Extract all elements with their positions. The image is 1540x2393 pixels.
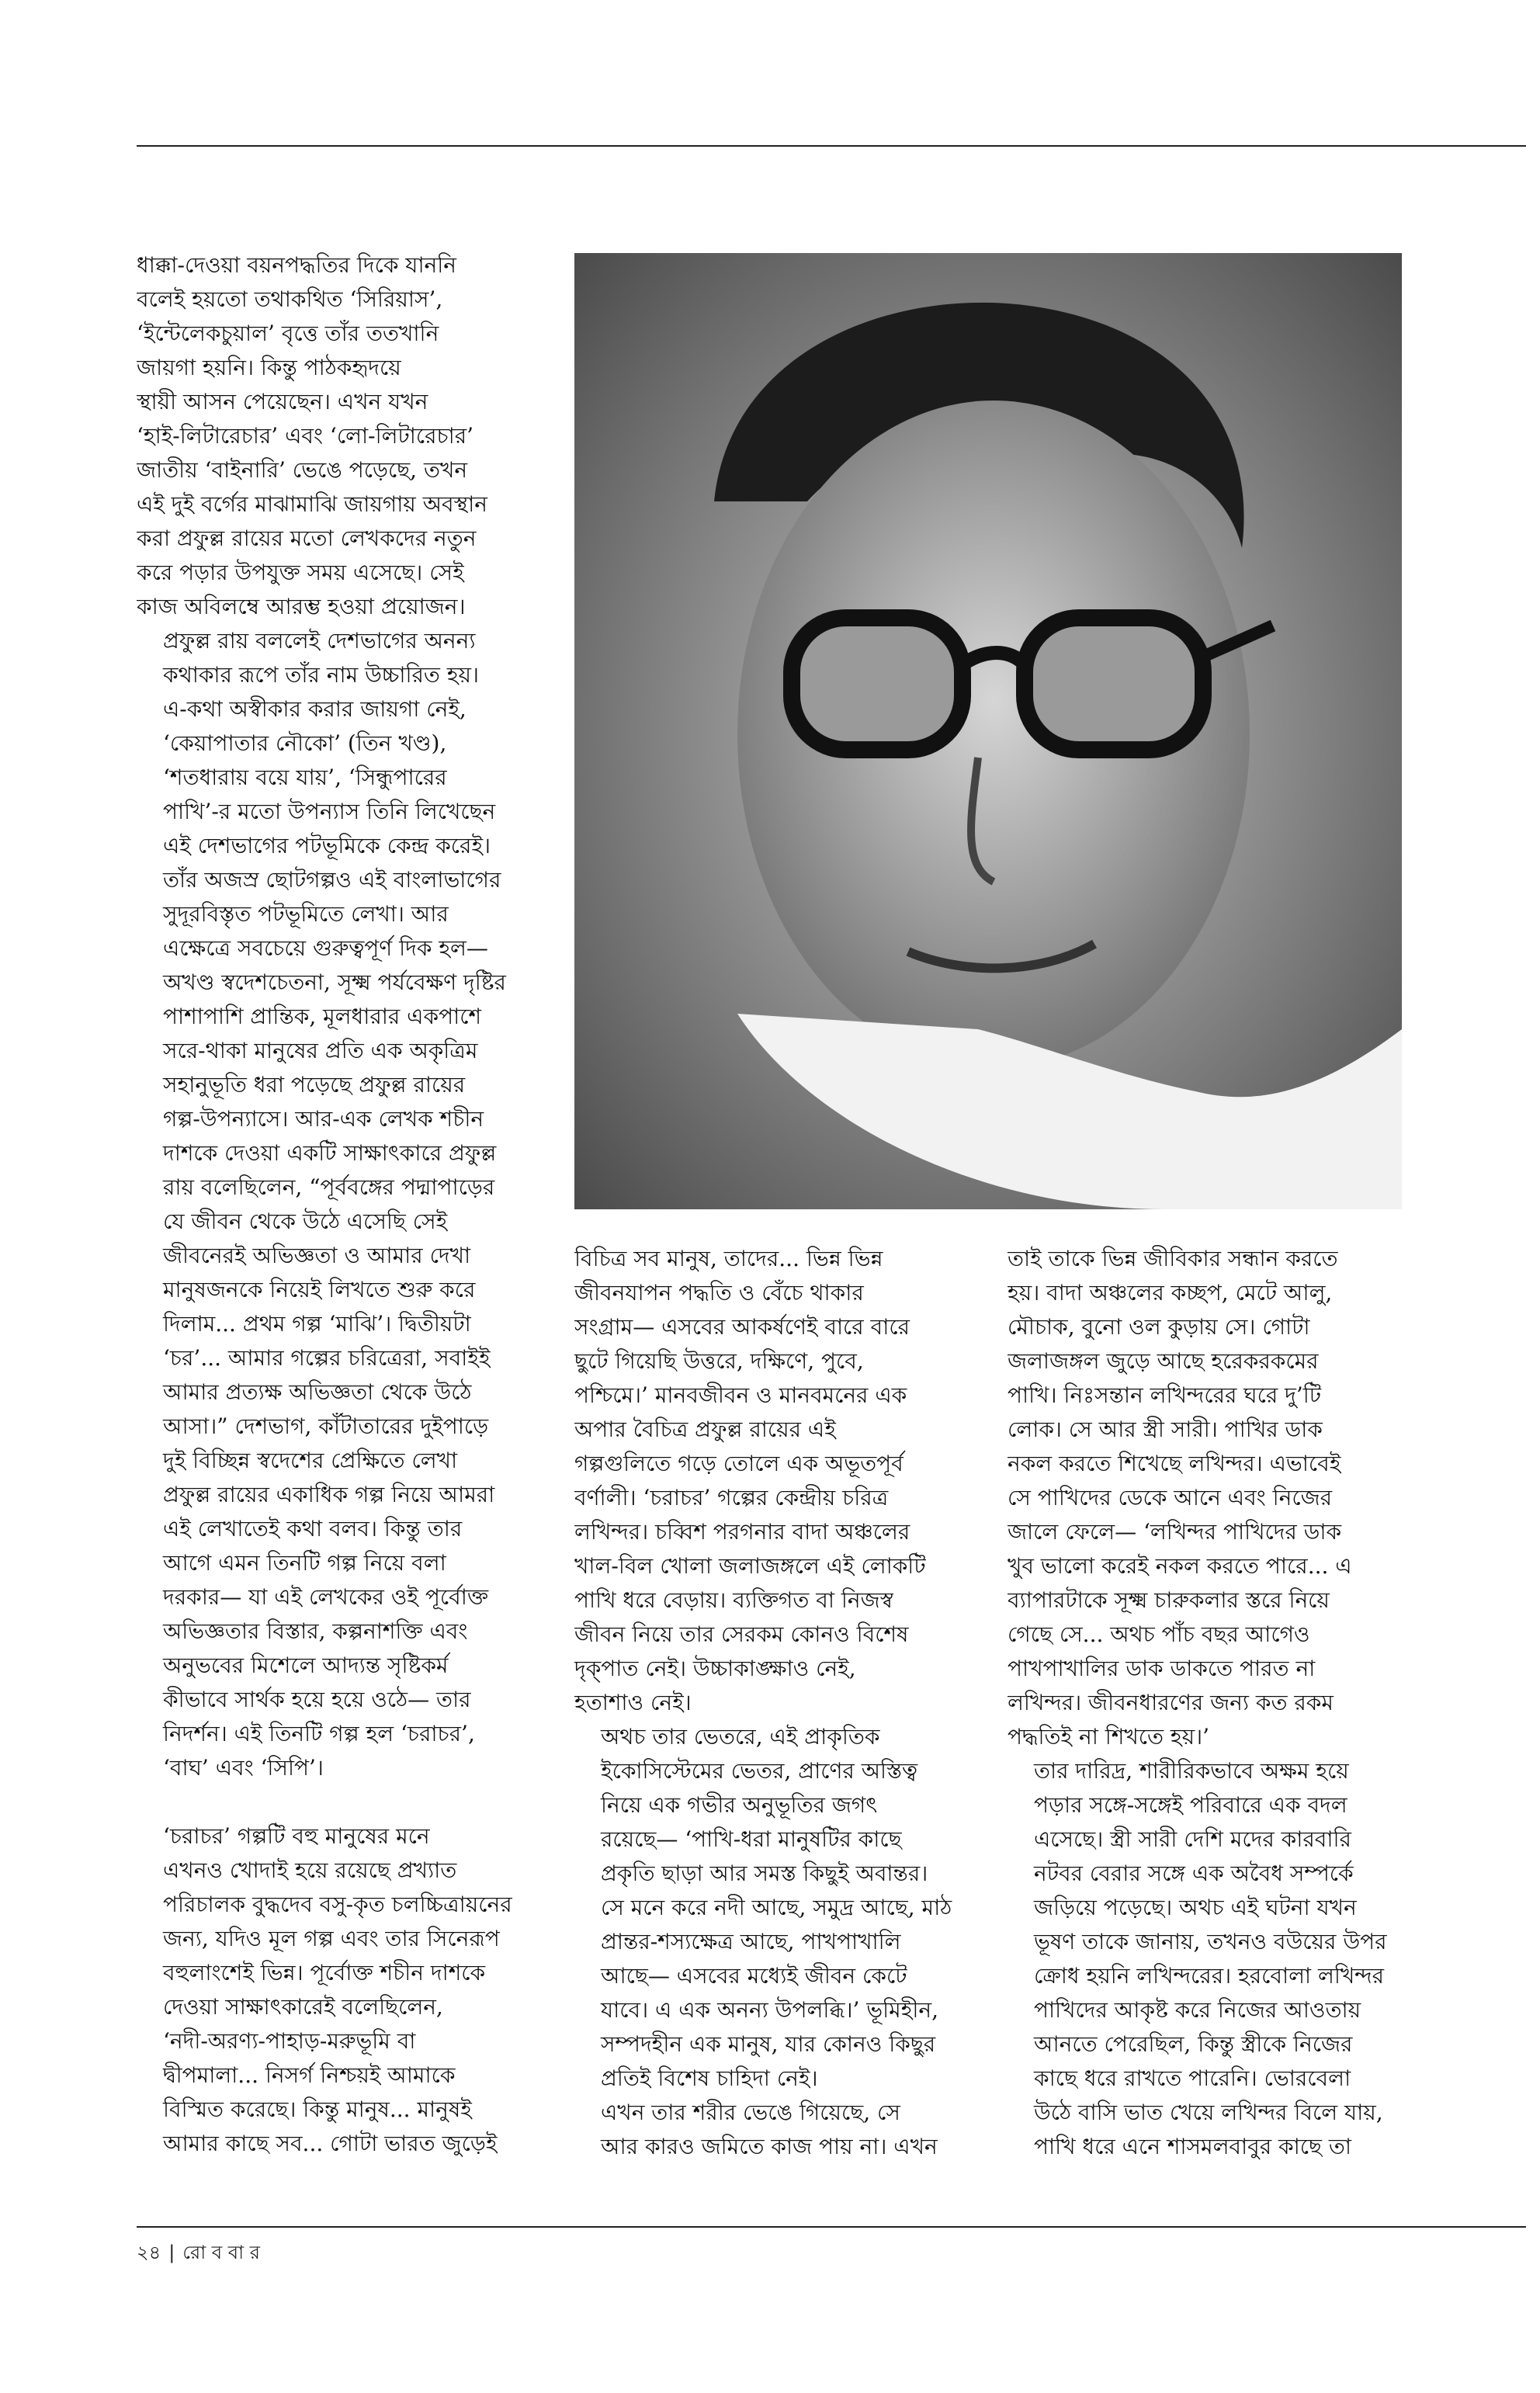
text-line: বিস্মিত করেছে। কিন্তু মানুষ... মানুষই [163, 2096, 472, 2122]
text-line: যাবে। এ এক অনন্য উপলব্ধি।’ ভূমিহীন, [601, 1997, 939, 2023]
text-line: তাই তাকে ভিন্ন জীবিকার সন্ধান করতে [1008, 1246, 1338, 1271]
text-line: লোক। সে আর স্ত্রী সারী। পাখির ডাক [1008, 1417, 1323, 1442]
author-portrait-photo [574, 253, 1402, 1209]
text-line: জালে ফেলে— ‘লখিন্দর পাখিদের ডাক [1008, 1519, 1342, 1545]
text-line: খুব ভালো করেই নকল করতে পারে... এ [1008, 1553, 1352, 1579]
text-line: আগে এমন তিনটি গল্প নিয়ে বলা [163, 1550, 446, 1576]
text-line: করা প্রফুল্ল রায়ের মতো লেখকদের নতুন [137, 525, 477, 551]
text-line: তার দারিদ্র, শারীরিকভাবে অক্ষম হয়ে [1034, 1758, 1349, 1784]
column-3-block-1 [1008, 1242, 1450, 1754]
text-line: ধাক্কা-দেওয়া বয়নপদ্ধতির দিকে যাননি [137, 252, 456, 278]
article-column-2 [574, 1242, 1009, 2164]
text-line: কীভাবে সার্থক হয়ে হয়ে ওঠে— তার [163, 1687, 471, 1712]
text-line: আসা।” দেশভাগ, কাঁটাতারের দুইপাড়ে [163, 1413, 489, 1439]
text-line: অথচ তার ভেতরে, এই প্রাকৃতিক [601, 1724, 880, 1750]
text-line: সে মনে করে নদী আছে, সমুদ্র আছে, মাঠ [601, 1895, 952, 1920]
text-line: দিলাম... প্রথম গল্প ‘মাঝি’। দ্বিতীয়টা [163, 1311, 471, 1337]
text-line: ‘ইন্টেলেকচুয়াল’ বৃত্তে তাঁর ততখানি [137, 321, 439, 346]
text-line: পাখি ধরে এনে শাসমলবাবুর কাছে তা [1034, 2134, 1351, 2159]
text-line: বিচিত্র সব মানুষ, তাদের... ভিন্ন ভিন্ন [574, 1246, 883, 1271]
magazine-name: রো ব বা র [182, 2242, 260, 2263]
text-line: পাখি ধরে বেড়ায়। ব্যক্তিগত বা নিজস্ব [574, 1587, 893, 1613]
text-line: এসেছে। স্ত্রী সারী দেশি মদের কারবারি [1034, 1826, 1351, 1852]
text-line: গল্পগুলিতে গড়ে তোলে এক অভূতপূর্ব [574, 1451, 904, 1476]
column-2-block-3 [574, 2096, 1009, 2164]
text-line: এক্ষেত্রে সবচেয়ে গুরুত্বপূর্ণ দিক হল— [163, 935, 488, 961]
text-line: গল্প-উপন্যাসে। আর-এক লেখক শচীন [163, 1106, 484, 1132]
text-line: নিয়ে এক গভীর অনুভূতির জগৎ [601, 1792, 878, 1818]
text-line: মৌচাক, বুনো ওল কুড়ায় সে। গোটা [1008, 1314, 1310, 1340]
text-line: বর্ণালী। ‘চরাচর’ গল্পের কেন্দ্রীয় চরিত্র [574, 1485, 889, 1510]
text-line: আর কারও জমিতে কাজ পায় না। এখন [601, 2134, 938, 2159]
text-line: প্রান্তর-শস্যক্ষেত্র আছে, পাখপাখালি [601, 1929, 901, 1954]
text-line: অপার বৈচিত্র প্রফুল্ল রায়ের এই [574, 1417, 836, 1442]
article-column-3 [1008, 1242, 1450, 2164]
text-line: স্থায়ী আসন পেয়েছেন। এখন যখন [137, 389, 428, 414]
column-2-block-1 [574, 1242, 1009, 1720]
text-line: দেওয়া সাক্ষাৎকারেই বলেছিলেন, [163, 1994, 443, 2020]
text-line: হতাশাও নেই। [574, 1690, 692, 1715]
text-line: পড়ার সঙ্গে-সঙ্গেই পরিবারে এক বদল [1034, 1792, 1348, 1818]
text-line: রায় বলেছিলেন, “পূর্ববঙ্গের পদ্মাপাড়ের [163, 1174, 495, 1200]
text-line: পাখি’-র মতো উপন্যাস তিনি লিখেছেন [163, 799, 496, 824]
text-line: এ-কথা অস্বীকার করার জায়গা নেই, [163, 696, 467, 722]
column-1-block-2 [137, 624, 602, 1785]
text-line: আমার প্রত্যক্ষ অভিজ্ঞতা থেকে উঠে [163, 1379, 472, 1405]
text-line: প্রফুল্ল রায়ের একাধিক গল্প নিয়ে আমরা [163, 1482, 495, 1507]
text-line: দাশকে দেওয়া একটি সাক্ষাৎকারে প্রফুল্ল [163, 1140, 497, 1166]
column-3-block-2 [1008, 1754, 1450, 2164]
text-line: এখনও খোদাই হয়ে রয়েছে প্রখ্যাত [163, 1857, 457, 1883]
article-column-1 [137, 248, 602, 2161]
text-line: ‘চর’... আমার গল্পের চরিত্রেরা, সবাইই [163, 1345, 491, 1371]
text-line: দুই বিচ্ছিন্ন স্বদেশের প্রেক্ষিতে লেখা [163, 1448, 458, 1473]
text-line: পদ্ধতিই না শিখতে হয়।’ [1008, 1724, 1210, 1750]
text-line: দরকার— যা এই লেখকের ওই পূর্বোক্ত [163, 1584, 489, 1610]
text-line: আনতে পেরেছিল, কিন্তু স্ত্রীকে নিজের [1034, 2031, 1353, 2057]
text-line: আছে— এসবের মধ্যেই জীবন কেটে [601, 1963, 907, 1989]
column-1-block-3 [137, 1819, 602, 2161]
text-line: সরে-থাকা মানুষের প্রতি এক অকৃত্রিম [163, 1038, 478, 1063]
top-rule [137, 145, 1526, 147]
text-line: প্রকৃতি ছাড়া আর সমস্ত কিছুই অবান্তর। [601, 1861, 928, 1886]
text-line: পাখিদের আকৃষ্ট করে নিজের আওতায় [1034, 1997, 1361, 2023]
text-line: জায়গা হয়নি। কিন্তু পাঠকহৃদয়ে [137, 355, 401, 380]
text-line: মানুষজনকে নিয়েই লিখতে শুরু করে [163, 1277, 476, 1302]
text-line: সম্পদহীন এক মানুষ, যার কোনও কিছুর [601, 2031, 936, 2057]
text-line: করে পড়ার উপযুক্ত সময় এসেছে। সেই [137, 560, 464, 585]
text-line: জলাজঙ্গল জুড়ে আছে হরেকরকমের [1008, 1348, 1319, 1374]
text-line: সহানুভূতি ধরা পড়েছে প্রফুল্ল রায়ের [163, 1072, 466, 1098]
text-line: ‘শতধারায় বয়ে যায়’, ‘সিন্ধুপারের [163, 765, 447, 790]
text-line: নকল করতে শিখেছে লখিন্দর। এভাবেই [1008, 1451, 1341, 1476]
text-line: সে পাখিদের ডেকে আনে এবং নিজের [1008, 1485, 1333, 1510]
text-line: অভিজ্ঞতার বিস্তার, কল্পনাশক্তি এবং [163, 1618, 468, 1644]
column-2-block-2 [574, 1720, 1009, 2096]
paragraph-gap [137, 1785, 602, 1819]
text-line: ‘নদী-অরণ্য-পাহাড়-মরুভূমি বা [163, 2028, 416, 2054]
text-line: আমার কাছে সব... গোটা ভারত জুড়েই [163, 2131, 498, 2156]
text-line: উঠে বাসি ভাত খেয়ে লখিন্দর বিলে যায়, [1034, 2100, 1383, 2125]
text-line: ‘হাই-লিটারেচার’ এবং ‘লো-লিটারেচার’ [137, 423, 474, 449]
footer-separator: | [168, 2242, 175, 2263]
text-line: কাজ অবিলম্বে আরম্ভ হওয়া প্রয়োজন। [137, 594, 466, 619]
text-line: জীবনেরই অভিজ্ঞতা ও আমার দেখা [163, 1243, 471, 1268]
text-line: হয়। বাদা অঞ্চলের কচ্ছপ, মেটে আলু, [1008, 1280, 1333, 1306]
text-line: নিদর্শন। এই তিনটি গল্প হল ‘চরাচর’, [163, 1721, 475, 1746]
text-line: ‘কেয়াপাতার নৌকো’ (তিন খণ্ড), [163, 730, 447, 756]
text-line: ‘চরাচর’ গল্পটি বহু মানুষের মনে [163, 1823, 430, 1849]
text-line: ক্রোধ হয়নি লখিন্দরের। হরবোলা লখিন্দর [1034, 1963, 1385, 1989]
text-line: জীবন নিয়ে তার সেরকম কোনও বিশেষ [574, 1621, 909, 1647]
text-line: অখণ্ড স্বদেশচেতনা, সূক্ষ্ম পর্যবেক্ষণ দৃষ্টির [163, 969, 506, 995]
text-line: ছুটে গিয়েছি উত্তরে, দক্ষিণে, পুবে, [574, 1348, 864, 1374]
text-line: কাছে ধরে রাখতে পারেনি। ভোরবেলা [1034, 2065, 1351, 2091]
page-number: ২৪ [137, 2242, 161, 2263]
text-line: রয়েছে— ‘পাখি-ধরা মানুষটির কাছে [601, 1826, 902, 1852]
text-line: খাল-বিল খোলা জলাজঙ্গলে এই লোকটি [574, 1553, 926, 1579]
text-line: লখিন্দর। চব্বিশ পরগনার বাদা অঞ্চলের [574, 1519, 910, 1545]
page-footer [137, 2239, 260, 2270]
bottom-rule [137, 2226, 1526, 2228]
text-line: পাখি। নিঃসন্তান লখিন্দরের ঘরে দু’টি [1008, 1382, 1322, 1408]
column-1-block-1 [137, 248, 602, 624]
text-line: পাখপাখালির ডাক ডাকতে পারত না [1008, 1656, 1316, 1681]
text-line: গেছে সে... অথচ পাঁচ বছর আগেও [1008, 1621, 1310, 1647]
text-line: সংগ্রাম— এসবের আকর্ষণেই বারে বারে [574, 1314, 910, 1340]
text-line: পরিচালক বুদ্ধদেব বসু-কৃত চলচ্চিত্রায়নের [163, 1892, 512, 1917]
text-line: এই দেশভাগের পটভূমিকে কেন্দ্র করেই। [163, 833, 491, 858]
text-line: ইকোসিস্টেমের ভেতর, প্রাণের অস্তিত্ব [601, 1758, 918, 1784]
text-line: জন্য, যদিও মূল গল্প এবং তার সিনেরূপ [163, 1926, 500, 1951]
text-line: সুদূরবিস্তৃত পটভূমিতে লেখা। আর [163, 901, 449, 927]
text-line: তাঁর অজস্র ছোটগল্পও এই বাংলাভাগের [163, 867, 501, 893]
text-line: এই দুই বর্গের মাঝামাঝি জায়গায় অবস্থান [137, 491, 487, 517]
text-line: প্রতিই বিশেষ চাহিদা নেই। [601, 2065, 818, 2091]
text-line: দ্বীপমালা... নিসর্গ নিশ্চয়ই আমাকে [163, 2062, 456, 2088]
text-line: জীবনযাপন পদ্ধতি ও বেঁচে থাকার [574, 1280, 864, 1306]
text-line: পশ্চিমে।’ মানবজীবন ও মানবমনের এক [574, 1382, 907, 1408]
text-line: যে জীবন থেকে উঠে এসেছি সেই [163, 1209, 448, 1234]
text-line: বহুলাংশেই ভিন্ন। পূর্বোক্ত শচীন দাশকে [163, 1960, 486, 1985]
text-line: জড়িয়ে পড়েছে। অথচ এই ঘটনা যখন [1034, 1895, 1357, 1920]
text-line: এখন তার শরীর ভেঙে গিয়েছে, সে [601, 2100, 900, 2125]
text-line: প্রফুল্ল রায় বললেই দেশভাগের অনন্য [163, 628, 476, 654]
text-line: বলেই হয়তো তথাকথিত ‘সিরিয়াস’, [137, 286, 443, 312]
text-line: ভূষণ তাকে জানায়, তখনও বউয়ের উপর [1034, 1929, 1387, 1954]
text-line: লখিন্দর। জীবনধারণের জন্য কত রকম [1008, 1690, 1334, 1715]
text-line: ব্যাপারটাকে সূক্ষ্ম চারুকলার স্তরে নিয়ে [1008, 1587, 1330, 1613]
text-line: এই লেখাতেই কথা বলব। কিন্তু তার [163, 1516, 463, 1542]
text-line: অনুভবের মিশেলে আদ্যন্ত সৃষ্টিকর্ম [163, 1653, 449, 1678]
portrait-illustration [574, 253, 1402, 1209]
text-line: পাশাপাশি প্রান্তিক, মূলধারার একপাশে [163, 1004, 482, 1029]
text-line: দৃক্‌পাত নেই। উচ্চাকাঙ্ক্ষাও নেই, [574, 1656, 856, 1681]
text-line: নটবর বেরার সঙ্গে এক অবৈধ সম্পর্কে [1034, 1861, 1354, 1886]
text-line: কথাকার রূপে তাঁর নাম উচ্চারিত হয়। [163, 662, 480, 688]
text-line: ‘বাঘ’ এবং ‘সিপি’। [163, 1755, 324, 1781]
text-line: জাতীয় ‘বাইনারি’ ভেঙে পড়েছে, তখন [137, 457, 468, 483]
